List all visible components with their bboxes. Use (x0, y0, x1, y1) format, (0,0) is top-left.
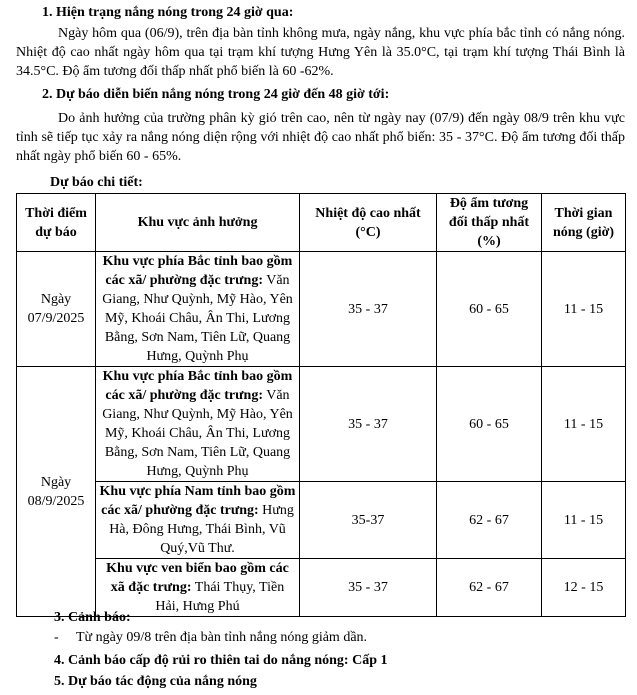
section-1-heading: 1. Hiện trạng nắng nóng trong 24 giờ qua: (42, 5, 294, 20)
area-cell (96, 367, 300, 482)
area-cell (96, 252, 300, 367)
area-list: Hưng Hà, Đông Hưng, Thái Bình, Vũ Quý,Vũ Thư. (109, 503, 294, 556)
humidity-cell: 60 - 65 (437, 252, 542, 367)
humidity-cell: 62 - 67 (437, 482, 542, 559)
temp-cell: 35 - 37 (300, 252, 437, 367)
header-time: Thời điểm dự báo (17, 194, 96, 252)
duration-cell: 11 - 15 (542, 367, 626, 482)
table-row (17, 252, 626, 367)
duration-cell: 12 - 15 (542, 559, 626, 617)
bullet-dash: - (54, 630, 59, 645)
area-list: Văn Giang, Như Quỳnh, Mỹ Hào, Yên Mỹ, Khoái Châu, Ân Thi, Lương Bằng, Sơn Nam, Tiên Lữ, Quang Hưng, Quỳnh Phụ (102, 273, 293, 364)
humidity-cell: 62 - 67 (437, 559, 542, 617)
area-list: Thái Thụy, Tiền Hải, Hưng Phú (155, 580, 285, 614)
header-area: Khu vực ảnh hưởng (96, 194, 300, 252)
humidity-cell: 60 - 65 (437, 367, 542, 482)
section-2-heading: 2. Dự báo diễn biến nắng nóng trong 24 giờ đến 48 giờ tới: (42, 87, 390, 102)
date-cell: Ngày 08/9/2025 (17, 367, 96, 617)
table-row (17, 367, 626, 482)
duration-cell: 11 - 15 (542, 252, 626, 367)
table-header-row (17, 194, 626, 252)
area-title: Khu vực phía Nam tỉnh bao gồm các xã/ phường đặc trưng: (99, 484, 296, 518)
area-cell (96, 482, 300, 559)
section-3-heading: 3. Cảnh báo: (54, 610, 131, 625)
temp-cell: 35 - 37 (300, 559, 437, 617)
detail-label: Dự báo chi tiết: (50, 175, 143, 190)
header-humidity: Độ ẩm tương đối thấp nhất (%) (437, 194, 542, 252)
section-1-text: Ngày hôm qua (06/9), trên địa bàn tỉnh không mưa, ngày nắng, khu vực phía bắc tỉnh có nắng nóng. Nhiệt độ cao nhất ngày hôm qua tại trạm khí tượng Hưng Yên là 35.0°C, tại trạm khí tượng Thái Bình là 34.5°C. Độ ẩm tương đối thấp nhất phổ biến là 60 -62%. (16, 26, 625, 79)
forecast-table (16, 193, 626, 617)
warning-text: Từ ngày 09/8 trên địa bàn tỉnh nắng nóng giảm dần. (76, 630, 368, 645)
section-4-heading: 4. Cảnh báo cấp độ rủi ro thiên tai do nắng nóng: Cấp 1 (54, 653, 388, 668)
temp-cell: 35 - 37 (300, 367, 437, 482)
header-temp: Nhiệt độ cao nhất (°C) (300, 194, 437, 252)
area-title: Khu vực phía Bắc tỉnh bao gồm các xã/ phường đặc trưng: (102, 254, 293, 288)
date-cell: Ngày 07/9/2025 (17, 252, 96, 367)
section-2-text: Do ảnh hưởng của trường phân kỳ gió trên cao, nên từ ngày nay (07/9) đến ngày 08/9 trên khu vực tỉnh sẽ tiếp tục xảy ra nắng nóng diện rộng với nhiệt độ cao nhất phổ biến: 35 - 37°C. Độ ẩm tương đối thấp nhất ngày phổ biến 60 - 65%. (16, 111, 625, 164)
duration-cell: 11 - 15 (542, 482, 626, 559)
section-5-heading: 5. Dự báo tác động của nắng nóng (54, 674, 257, 689)
area-title: Khu vực ven biển bao gồm các xã đặc trưng: (106, 561, 289, 595)
area-title: Khu vực phía Bắc tỉnh bao gồm các xã/ phường đặc trưng: (102, 369, 293, 403)
header-duration: Thời gian nóng (giờ) (542, 194, 626, 252)
area-list: Văn Giang, Như Quỳnh, Mỹ Hào, Yên Mỹ, Khoái Châu, Ân Thi, Lương Bằng, Sơn Nam, Tiên Lữ, Quang Hưng, Quỳnh Phụ (102, 388, 293, 479)
warning-bullet (54, 628, 368, 647)
table-row (17, 482, 626, 559)
temp-cell: 35-37 (300, 482, 437, 559)
